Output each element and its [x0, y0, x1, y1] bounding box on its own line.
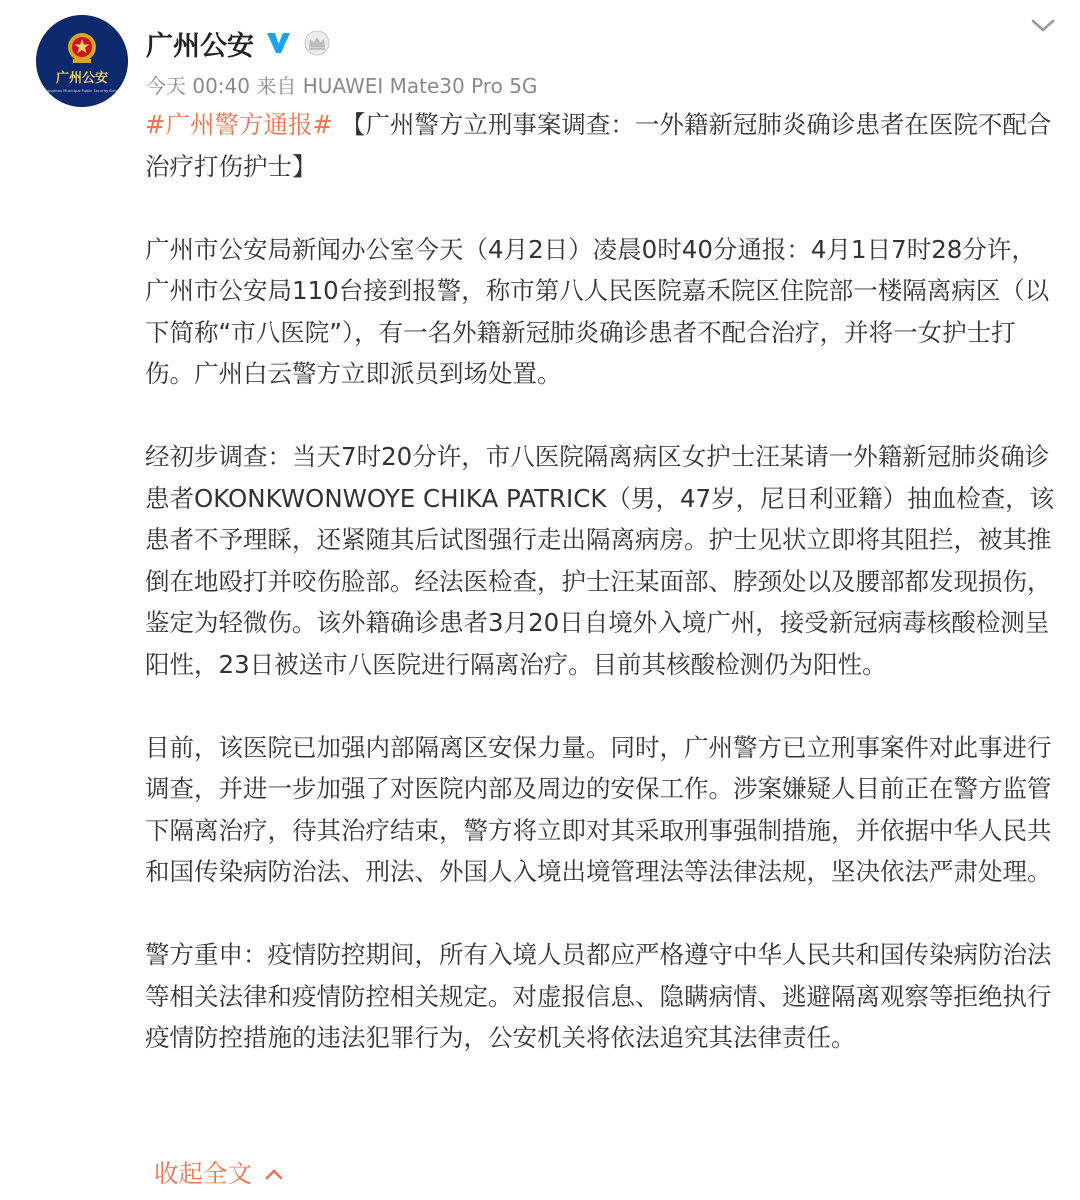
chevron-down-icon[interactable] — [1028, 14, 1058, 38]
post-meta — [146, 70, 537, 99]
post-paragraph-2: 经初步调查：当天7时20分许，市八医院隔离病区女护士汪某请一外籍新冠肺炎确诊患者OKONKWONWOYE CHIKA PATRICK（男，47岁，尼日利亚籍）抽血检查，该患者不予理睬，还紧随其后试图强行走出隔离病房。护士见状立即将其阻拦，被其推倒在地殴打并咬伤脸部。经法医检查，护士汪某面部、脖颈处以及腰部都发现损伤，鉴定为轻微伤。该外籍确诊患者3月20日自境外入境广州，接受新冠病毒核酸检测呈阳性，23日被送市八医院进行隔离治疗。目前其核酸检测仍为阳性。 — [145, 442, 1055, 679]
account-name[interactable]: 广州公安 — [146, 30, 254, 62]
post-content — [145, 104, 1060, 1059]
hashtag-link[interactable]: #广州警方通报# — [145, 110, 334, 139]
source-prefix: 来自 — [256, 74, 297, 98]
source-device[interactable]: HUAWEI Mate30 Pro 5G — [302, 74, 538, 98]
collapse-full-text-button[interactable] — [154, 1153, 284, 1194]
post-header — [146, 22, 332, 64]
post-paragraph-1: 广州市公安局新闻办公室今天（4月2日）凌晨0时40分通报：4月1日7时28分许，广州市公安局110台接到报警，称市第八人民医院嘉禾院区住院部一楼隔离病区（以下简称“市八医院”），有一名外籍新冠肺炎确诊患者不配合治疗，并将一女护士打伤。广州白云警方立即派员到场处置。 — [145, 234, 1050, 388]
logo-subtext: Guangzhou Municipal Public Security Bureau — [41, 89, 123, 93]
verified-v-icon — [264, 30, 292, 56]
post-time: 今天 00:40 — [146, 74, 250, 98]
post-paragraph-3: 目前，该医院已加强内部隔离区安保力量。同时，广州警方已立刑事案件对此事进行调查，并进一步加强了对医院内部及周边的安保工作。涉案嫌疑人目前正在警方监管下隔离治疗，待其治疗结束，警方将立即对其采取刑事强制措施，并依据中华人民共和国传染病防治法、刑法、外国人入境出境管理法等法律法规，坚决依法严肃处理。 — [145, 732, 1052, 886]
chevron-up-icon — [264, 1167, 284, 1181]
crown-icon[interactable] — [302, 30, 332, 56]
post-paragraph-4: 警方重申：疫情防控期间，所有入境人员都应严格遵守中华人民共和国传染病防治法等相关法律和疫情防控相关规定。对虚报信息、隐瞒病情、逃避隔离观察等拒绝执行疫情防控措施的违法犯罪行为，公安机关将依法追究其法律责任。 — [145, 940, 1052, 1052]
post-headline: 【广州警方立刑事案调查：一外籍新冠肺炎确诊患者在医院不配合治疗打伤护士】 — [145, 110, 1052, 181]
police-emblem-icon — [36, 15, 128, 107]
post-headline-paragraph — [145, 104, 1060, 187]
logo-text: 广州公安 — [55, 71, 109, 86]
collapse-label: 收起全文 — [154, 1159, 252, 1188]
avatar[interactable] — [36, 15, 128, 107]
